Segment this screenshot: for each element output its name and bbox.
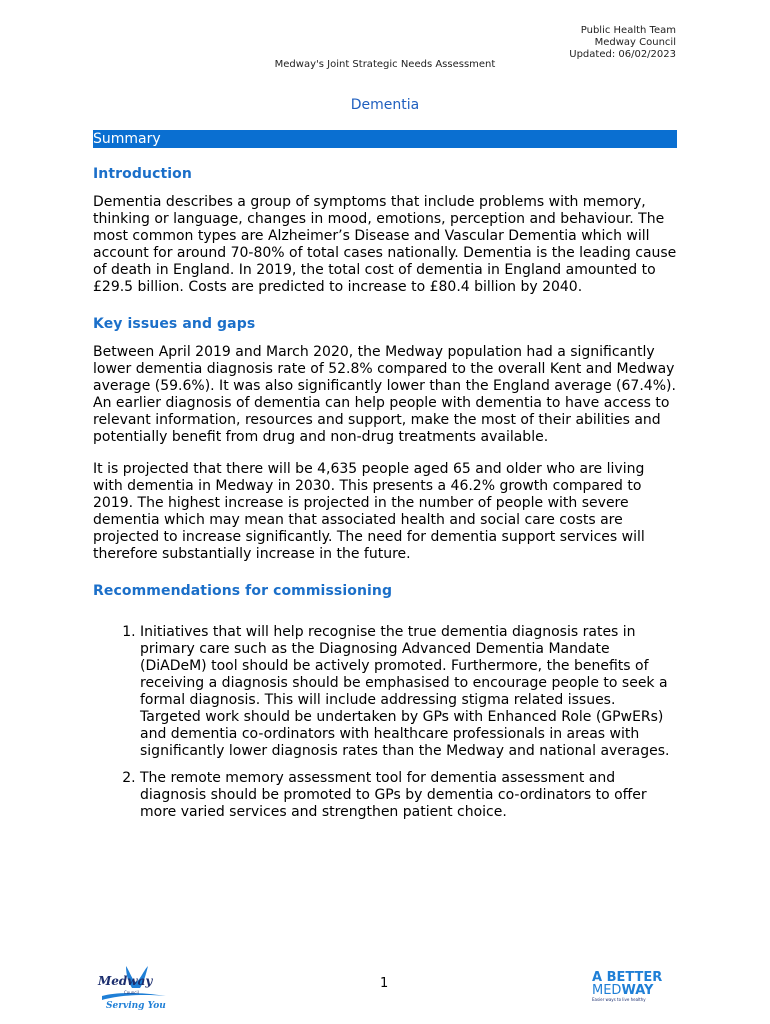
header-updated: Updated: 06/02/2023 [569,49,676,60]
introduction-heading: Introduction [93,166,192,182]
svg-text:A BETTER: A BETTER [592,970,663,985]
recommendations-list [93,624,677,821]
svg-text:Easier ways to live healthy: Easier ways to live healthy [592,997,646,1002]
header-assessment: Medway's Joint Strategic Needs Assessment [274,59,496,70]
summary-bar: Summary [93,130,677,148]
page-number: 1 [380,976,389,991]
svg-text:Council: Council [124,990,139,995]
list-item: 1. Initiatives that will help recognise the true dementia diagnosis rates in primary care such as the Diagnosing Advanced Dementia Mandate (DiADeM) tool should be actively promoted. Furthermore, the benefits of receiving a diagnosis should be emphasised to encourage people to seek a formal diagnosis. This will include addressing stigma related issues. Targeted work should be undertaken by GPs with Enhanced Role (GPwERs) and dementia co-ordinators with healthcare professionals in areas with significantly lower diagnosis rates than the Medway and national averages. [140,624,677,760]
svg-text:Serving You: Serving You [106,1001,166,1010]
a-better-medway-logo [592,968,676,1004]
page-title: Dementia [350,97,420,113]
recommendations-heading: Recommendations for commissioning [93,583,393,599]
list-item: 2. The remote memory assessment tool for dementia assessment and diagnosis should be promoted to GPs by dementia co-ordinators to offer more varied services and strengthen patient choice. [140,770,677,821]
medway-council-logo [96,962,176,1010]
key-issues-paragraph-1: Between April 2019 and March 2020, the Medway population had a significantly lower dementia diagnosis rate of 52.8% compared to the overall Kent and Medway average (59.6%). It was also significantly lower than the England average (67.4%). An earlier diagnosis of dementia can help people with dementia to have access to relevant information, resources and support, make the most of their abilities and potentially benefit from drug and non-drug treatments available. [93,344,676,445]
page-footer [0,960,770,1020]
svg-text:Medway: Medway [98,974,153,988]
header-team: Public Health Team [580,25,676,36]
header-meta [569,25,676,61]
document-body [93,165,677,831]
header-council: Medway Council [594,37,676,48]
key-issues-heading: Key issues and gaps [93,316,256,332]
key-issues-paragraph-2: It is projected that there will be 4,635 people aged 65 and older who are living with dementia in Medway in 2030. This presents a 46.2% growth compared to 2019. The highest increase is projected in the number of people with severe dementia which may mean that associated health and social care costs are projected to increase significantly. The need for dementia support services will therefore substantially increase in the future. [93,461,645,562]
introduction-text: Dementia describes a group of symptoms that include problems with memory, thinking or language, changes in mood, emotions, perception and behaviour. The most common types are Alzheimer’s Disease and Vascular Dementia which will account for around 70-80% of total cases nationally. Dementia is the leading cause of death in England. In 2019, the total cost of dementia in England amounted to £29.5 billion. Costs are predicted to increase to £80.4 billion by 2040. [93,194,677,295]
svg-text:MEDWAY: MEDWAY [592,983,654,998]
